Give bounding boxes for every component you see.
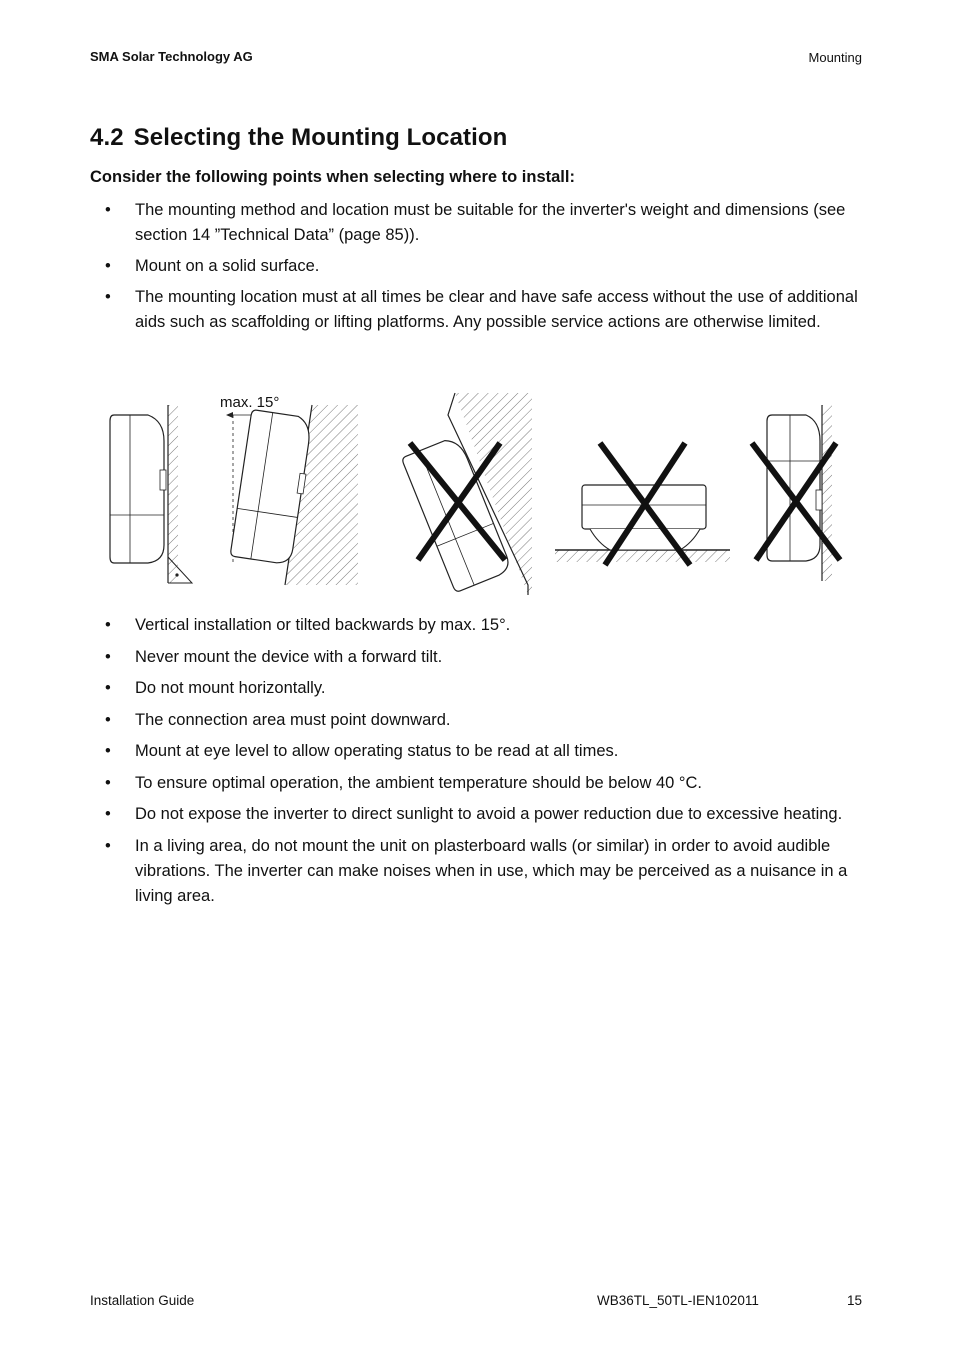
page-number: 15 [846, 1293, 862, 1308]
list-item-text: Mount at eye level to allow operating status to be read at all times. [135, 742, 619, 760]
list-item [90, 834, 865, 909]
list-item-text: Do not expose the inverter to direct sunlight to avoid a power reduction due to excessive heating. [135, 805, 843, 823]
section-number: 4.2 [90, 124, 124, 151]
requirements-list [90, 198, 865, 341]
list-item-text: Do not mount horizontally. [135, 679, 326, 697]
list-item [90, 708, 865, 733]
list-item-text: The mounting location must at all times be clear and have safe access without the use of additional aids such as scaffolding or lifting platforms. Any possible service actions are otherwise limited. [135, 288, 858, 331]
list-item-text: Never mount the device with a forward tilt. [135, 647, 443, 666]
forward-tilt-mount-illustration [401, 393, 532, 595]
list-item [90, 771, 865, 796]
footer-doc-code: WB36TL_50TL-IEN102011 [597, 1293, 759, 1308]
list-item-text: Mount on a solid surface. [135, 257, 320, 275]
list-item [90, 676, 865, 701]
bullet: • [105, 257, 111, 275]
angle-label: max. 15° [220, 394, 280, 411]
horizontal-mount-illustration [555, 443, 730, 565]
header-chapter: Mounting [808, 50, 862, 65]
list-item [90, 198, 865, 248]
list-item [90, 613, 865, 638]
footer-guide: Installation Guide [90, 1293, 195, 1308]
tilted-back-mount-illustration [220, 394, 358, 585]
bullet: • [105, 805, 111, 823]
list-item-text: Vertical installation or tilted backwards by max. 15°. [135, 616, 511, 634]
header-company: SMA Solar Technology AG [90, 49, 253, 64]
orientation-list [90, 613, 865, 915]
bullet: • [105, 201, 111, 219]
bullet: • [105, 773, 111, 792]
list-item [90, 285, 865, 335]
list-item-text: The mounting method and location must be suitable for the inverter's weight and dimensions (see section 14 ”Technical Data” (page 85)). [135, 201, 846, 244]
list-item-text: In a living area, do not mount the unit on plasterboard walls (or similar) in order to avoid audible vibrations. The inverter can make noises when in use, which may be perceived as a nuisance in a living area. [135, 836, 848, 905]
list-item-text: To ensure optimal operation, the ambient temperature should be below 40 °C. [135, 773, 703, 792]
vertical-mount-illustration [110, 405, 192, 583]
list-item [90, 739, 865, 764]
section-title [90, 124, 507, 152]
bullet: • [105, 679, 111, 697]
list-item-text: The connection area must point downward. [135, 710, 451, 729]
bullet: • [105, 616, 111, 634]
bullet: • [105, 836, 111, 855]
lead-text: Consider the following points when selecting where to install: [90, 168, 575, 186]
bullet: • [105, 710, 111, 729]
list-item [90, 802, 865, 827]
bullet: • [105, 288, 111, 306]
bullet: • [105, 647, 111, 666]
section-title-text: Selecting the Mounting Location [133, 124, 508, 151]
mounting-orientation-figure [100, 385, 860, 600]
list-item [90, 254, 865, 279]
upside-down-mount-illustration [752, 405, 840, 581]
bullet: • [105, 742, 111, 760]
list-item [90, 645, 865, 670]
